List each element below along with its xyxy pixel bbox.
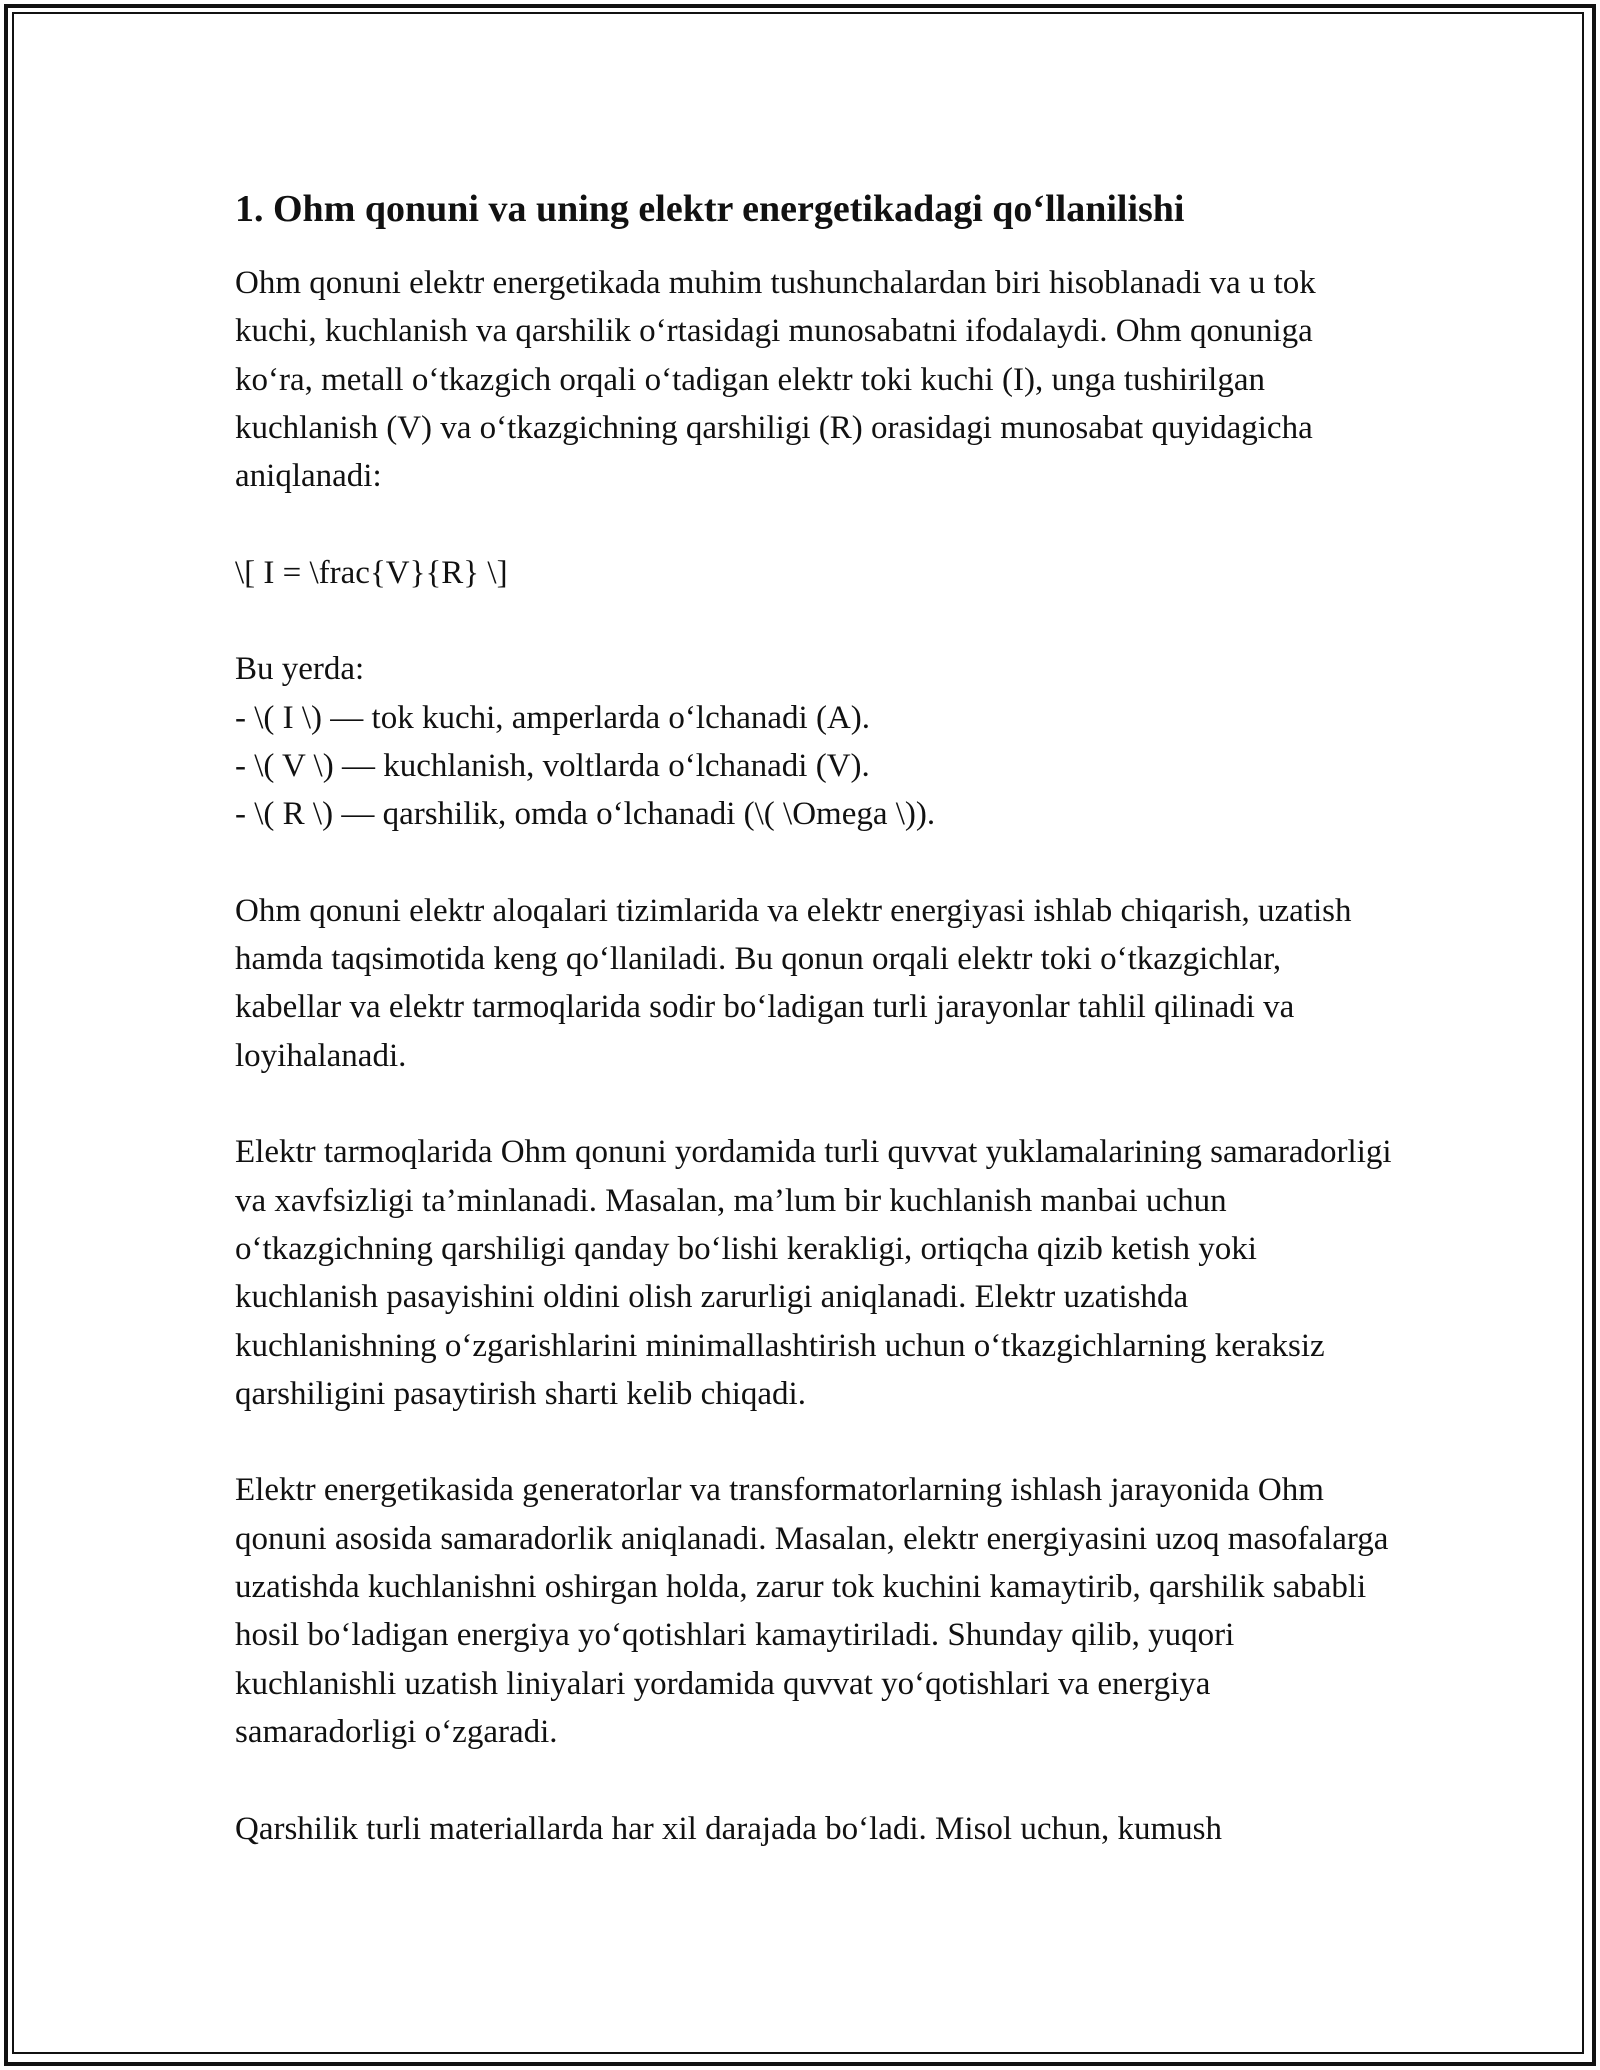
paragraph-applications: Ohm qonuni elektr aloqalari tizimlarida va elektr energiyasi ishlab chiqarish, uzatish hamda taqsimotida keng qo‘llaniladi. Bu qonun orqali elektr toki o‘tkazgichlar, kabellar va elektr tarmoqlarida sodir bo‘ladigan turli jarayonlar tahlil qilinadi va loyihalanadi. bbox=[235, 892, 1352, 1074]
document-body bbox=[235, 185, 1395, 1853]
paragraph-materials: Qarshilik turli materiallarda har xil darajada bo‘ladi. Misol uchun, kumush bbox=[235, 1810, 1222, 1847]
spacer bbox=[235, 1080, 1395, 1128]
definition-voltage: - \( V \) — kuchlanish, voltlarda o‘lchanadi (V). bbox=[235, 747, 870, 784]
paragraph-generators: Elektr energetikasida generatorlar va transformatorlarning ishlash jarayonida Ohm qonuni asosida samaradorlik aniqlanadi. Masalan, elektr energiyasini uzoq masofalarga uzatishda kuchlanishni oshirgan holda, zarur tok kuchini kamaytirib, qarshilik sababli hosil bo‘ladigan energiya yo‘qotishlari kamaytiriladi. Shunday qilib, yuqori kuchlanishli uzatish liniyalari yordamida quvvat yo‘qotishlari va energiya samaradorligi o‘zgaradi. bbox=[235, 1472, 1389, 1750]
ohm-law-formula: \[ I = \frac{V}{R} \] bbox=[235, 554, 508, 591]
spacer bbox=[235, 597, 1395, 645]
definition-current: - \( I \) — tok kuchi, amperlarda o‘lchanadi (A). bbox=[235, 699, 871, 736]
definition-resistance: - \( R \) — qarshilik, omda o‘lchanadi (\( \Omega \)). bbox=[235, 796, 936, 833]
spacer bbox=[235, 1418, 1395, 1466]
definitions-intro: Bu yerda: bbox=[235, 651, 365, 688]
spacer bbox=[235, 839, 1395, 887]
spacer bbox=[235, 1756, 1395, 1804]
paragraph-networks: Elektr tarmoqlarida Ohm qonuni yordamida turli quvvat yuklamalarining samaradorligi va xavfsizligi ta’minlanadi. Masalan, ma’lum bir kuchlanish manbai uchun o‘tkazgichning qarshiligi qanday bo‘lishi kerakligi, ortiqcha qizib ketish yoki kuchlanish pasayishini oldini olish zarurligi aniqlanadi. Elektr uzatishda kuchlanishning o‘zgarishlarini minimallashtirish uchun o‘tkazgichlarning keraksiz qarshiligini pasaytirish sharti kelib chiqadi. bbox=[235, 1134, 1392, 1412]
section-heading: 1. Ohm qonuni va uning elektr energetikadagi qo‘llanilishi bbox=[235, 188, 1185, 230]
spacer bbox=[235, 500, 1395, 548]
intro-paragraph: Ohm qonuni elektr energetikada muhim tushunchalardan biri hisoblanadi va u tok kuchi, kuchlanish va qarshilik o‘rtasidagi munosabatni ifodalaydi. Ohm qonuniga ko‘ra, metall o‘tkazgich orqali o‘tadigan elektr toki kuchi (I), unga tushirilgan kuchlanish (V) va o‘tkazgichning qarshiligi (R) orasidagi munosabat quyidagicha aniqlanadi: bbox=[235, 265, 1316, 495]
